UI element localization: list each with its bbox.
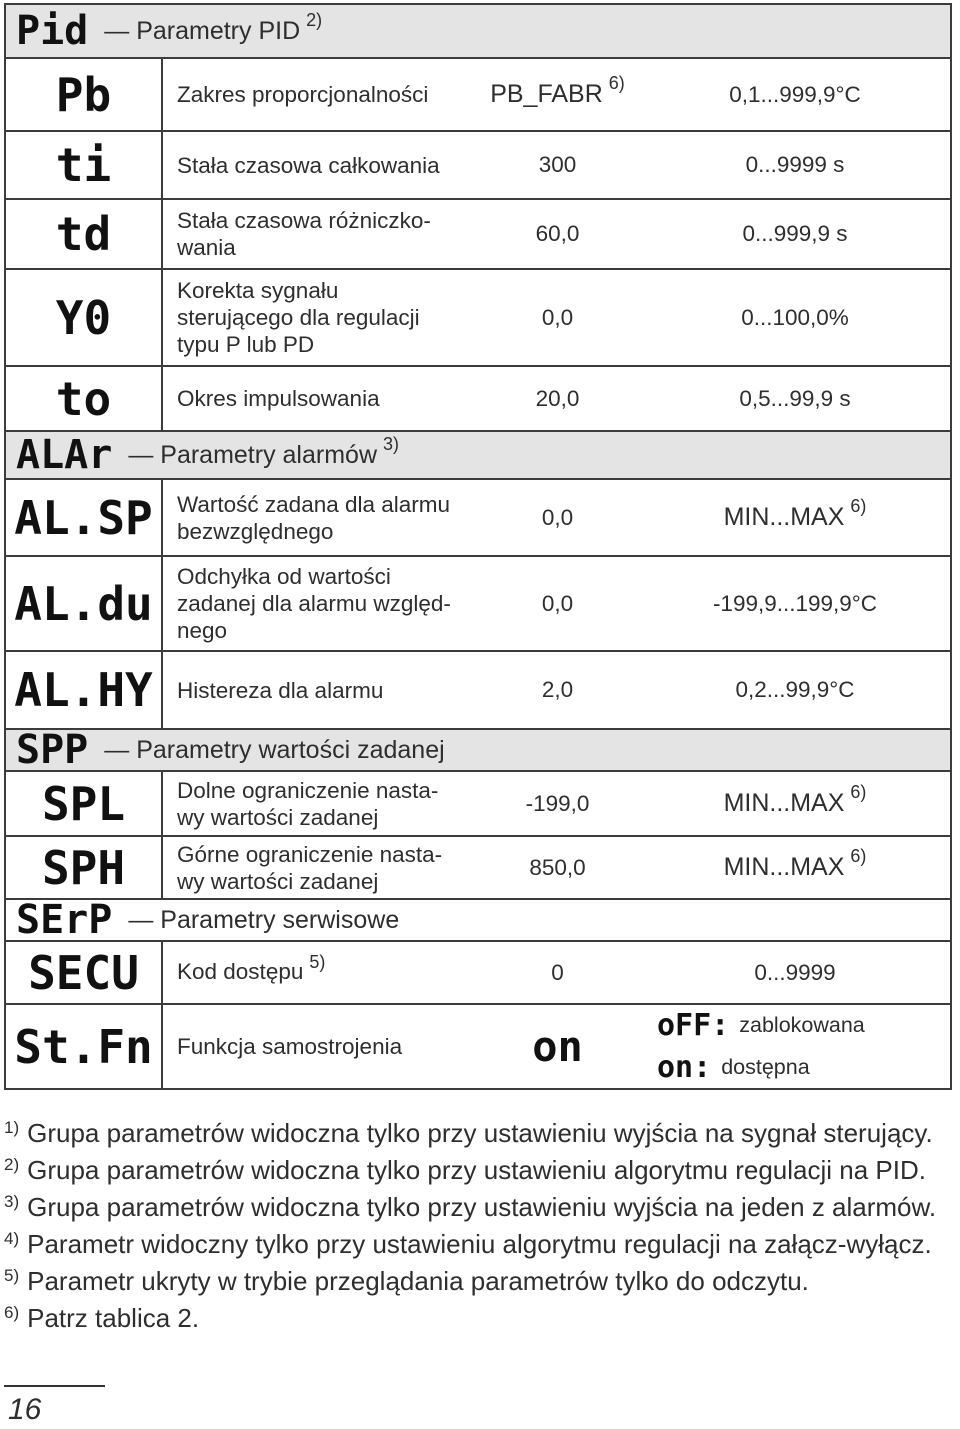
footnote-ref: 3) bbox=[383, 433, 400, 454]
param-code: Y0 bbox=[55, 290, 112, 345]
param-description bbox=[163, 1005, 475, 1088]
param-description bbox=[163, 652, 475, 728]
footnote-text: Grupa parametrów widoczna tylko przy ustawieniu wyjścia na jeden z alarmów. bbox=[27, 1192, 937, 1222]
param-description bbox=[163, 837, 475, 898]
group-title: — Parametry PID bbox=[104, 16, 301, 45]
value-range bbox=[640, 557, 950, 650]
footnotes bbox=[4, 1115, 954, 1337]
param-description bbox=[163, 772, 475, 835]
description-line: typu P lub PD bbox=[177, 332, 315, 357]
default-value bbox=[475, 942, 640, 1003]
footnote bbox=[4, 1226, 954, 1263]
option-on bbox=[657, 1049, 810, 1085]
value-range bbox=[640, 200, 950, 268]
value-range bbox=[640, 367, 950, 430]
param-code-cell bbox=[6, 557, 163, 650]
parameter-table bbox=[4, 3, 952, 1090]
default-value bbox=[475, 200, 640, 268]
param-row-st-fn bbox=[6, 1003, 950, 1088]
range-text: 0,2...99,9°C bbox=[735, 677, 855, 702]
param-code: ti bbox=[55, 138, 112, 192]
param-description bbox=[163, 942, 475, 1003]
option-code: oFF: bbox=[657, 1007, 730, 1043]
range-text: MIN...MAX bbox=[723, 853, 845, 881]
default-value-text: 60,0 bbox=[535, 221, 580, 246]
param-description bbox=[163, 557, 475, 650]
footnote bbox=[4, 1189, 954, 1226]
default-value bbox=[475, 837, 640, 898]
param-row-td bbox=[6, 198, 950, 268]
default-value bbox=[475, 652, 640, 728]
param-row-al-du bbox=[6, 555, 950, 650]
footnote-number: 3) bbox=[4, 1192, 20, 1211]
group-title: — Parametry wartości zadanej bbox=[104, 735, 445, 764]
param-code: AL.du bbox=[14, 576, 153, 631]
description-line: zadanej dla alarmu względ- bbox=[177, 591, 451, 616]
option-code: on: bbox=[657, 1049, 712, 1085]
param-code: SPH bbox=[41, 840, 126, 895]
default-value bbox=[475, 772, 640, 835]
value-range bbox=[640, 270, 950, 365]
footnote-text: Parametr ukryty w trybie przeglądania parametrów tylko do odczytu. bbox=[27, 1266, 809, 1296]
description-line: bezwzględnego bbox=[177, 518, 334, 544]
default-value-text: -199,0 bbox=[525, 790, 590, 816]
default-value-text: 850,0 bbox=[529, 854, 586, 880]
group-code: Pid bbox=[16, 8, 89, 54]
group-header-pid bbox=[6, 5, 950, 57]
param-code: Pb bbox=[55, 67, 112, 122]
footnote-text: Patrz tablica 2. bbox=[27, 1303, 200, 1333]
range-text: 0...9999 s bbox=[745, 152, 845, 177]
group-code: ALAr bbox=[16, 432, 113, 478]
default-value-text: PB_FABR bbox=[490, 80, 603, 108]
param-code-cell bbox=[6, 132, 163, 198]
param-row-spl bbox=[6, 770, 950, 835]
range-text: 0,1...999,9°C bbox=[729, 81, 861, 107]
param-code-cell bbox=[6, 837, 163, 898]
param-row-sph bbox=[6, 835, 950, 898]
param-row-pb bbox=[6, 57, 950, 130]
param-row-secu bbox=[6, 940, 950, 1003]
range-text: 0,5...99,9 s bbox=[739, 385, 851, 411]
footnote-text: Grupa parametrów widoczna tylko przy ustawieniu wyjścia na sygnał sterujący. bbox=[27, 1118, 933, 1148]
range-text: -199,9...199,9°C bbox=[712, 590, 878, 616]
range-text: MIN...MAX bbox=[723, 503, 845, 531]
param-row-al-hy bbox=[6, 650, 950, 728]
range-text: 0...100,0% bbox=[741, 304, 849, 330]
default-value-text: 20,0 bbox=[535, 385, 580, 411]
param-code: AL.HY bbox=[14, 663, 153, 717]
param-code-cell bbox=[6, 480, 163, 555]
param-description bbox=[163, 59, 475, 130]
param-code: to bbox=[55, 371, 112, 426]
group-title: — Parametry alarmów bbox=[128, 440, 377, 469]
option-label: zablokowana bbox=[739, 1013, 865, 1037]
footnote-number: 6) bbox=[4, 1303, 20, 1322]
description-line: nego bbox=[177, 618, 228, 643]
value-range bbox=[640, 480, 950, 555]
footnote-number: 1) bbox=[4, 1118, 20, 1137]
param-description bbox=[163, 132, 475, 198]
param-code: AL.SP bbox=[14, 490, 153, 545]
param-code-cell bbox=[6, 59, 163, 130]
param-row-ti bbox=[6, 130, 950, 198]
description-line: wy wartości zadanej bbox=[177, 868, 379, 894]
description-line: sterującego dla regulacji bbox=[177, 305, 420, 330]
default-value-text: 0,0 bbox=[541, 504, 574, 530]
param-row-to bbox=[6, 365, 950, 430]
param-description bbox=[163, 367, 475, 430]
description-line: Okres impulsowania bbox=[177, 386, 380, 411]
param-code-cell bbox=[6, 200, 163, 268]
footnote bbox=[4, 1263, 954, 1300]
footnote-text: Parametr widoczny tylko przy ustawieniu algorytmu regulacji na załącz-wyłącz. bbox=[27, 1229, 932, 1259]
description-line: Kod dostępu bbox=[177, 959, 304, 984]
param-code: SPL bbox=[41, 776, 126, 831]
default-value-text: 0,0 bbox=[541, 304, 574, 330]
default-value bbox=[475, 270, 640, 365]
param-code-cell bbox=[6, 772, 163, 835]
group-title: — Parametry serwisowe bbox=[128, 905, 400, 934]
default-value-text: 0,0 bbox=[541, 590, 574, 616]
description-line: Korekta sygnału bbox=[177, 278, 339, 303]
param-code: SECU bbox=[28, 945, 139, 1000]
description-line: Funkcja samostrojenia bbox=[177, 1034, 403, 1059]
description-line: Wartość zadana dla alarmu bbox=[177, 491, 451, 517]
default-value bbox=[475, 480, 640, 555]
page-number-rule bbox=[4, 1385, 105, 1387]
footnote-ref: 6) bbox=[608, 73, 625, 93]
footnote-ref: 6) bbox=[850, 846, 867, 866]
value-range bbox=[640, 132, 950, 198]
default-value bbox=[475, 1005, 640, 1088]
value-range bbox=[640, 652, 950, 728]
value-range bbox=[640, 942, 950, 1003]
default-value-text: 0 bbox=[551, 959, 564, 985]
param-code-cell bbox=[6, 652, 163, 728]
group-header-service bbox=[6, 897, 950, 943]
footnote-text: Grupa parametrów widoczna tylko przy ustawieniu algorytmu regulacji na PID. bbox=[27, 1155, 926, 1185]
footnote bbox=[4, 1300, 954, 1337]
default-value-display: on bbox=[532, 1021, 583, 1071]
group-code: SErP bbox=[16, 897, 113, 943]
default-value bbox=[475, 59, 640, 130]
value-range bbox=[640, 59, 950, 130]
range-text: MIN...MAX bbox=[723, 789, 845, 817]
default-value-text: 2,0 bbox=[541, 677, 574, 702]
footnote-number: 4) bbox=[4, 1229, 20, 1248]
footnote-number: 2) bbox=[4, 1155, 20, 1174]
range-text: 0...9999 bbox=[754, 959, 836, 985]
default-value bbox=[475, 557, 640, 650]
description-line: wania bbox=[177, 235, 236, 260]
option-off bbox=[657, 1007, 865, 1043]
param-code-cell bbox=[6, 367, 163, 430]
footnote-ref: 2) bbox=[306, 9, 323, 30]
page-number: 16 bbox=[8, 1393, 42, 1426]
param-description bbox=[163, 200, 475, 268]
value-range bbox=[640, 772, 950, 835]
description-line: Stała czasowa różniczko- bbox=[177, 208, 431, 233]
description-line: Górne ograniczenie nasta- bbox=[177, 841, 443, 867]
param-code-cell bbox=[6, 1005, 163, 1088]
description-line: Histereza dla alarmu bbox=[177, 677, 384, 703]
footnote-ref: 6) bbox=[850, 496, 867, 516]
value-options bbox=[640, 1005, 950, 1088]
param-row-al-sp bbox=[6, 478, 950, 555]
param-code: td bbox=[55, 207, 112, 261]
default-value-text: 300 bbox=[538, 152, 577, 177]
value-range bbox=[640, 837, 950, 898]
footnote-ref: 6) bbox=[850, 782, 867, 802]
option-label: dostępna bbox=[721, 1055, 810, 1079]
footnote-number: 5) bbox=[4, 1266, 20, 1285]
param-row-y0 bbox=[6, 268, 950, 365]
default-value bbox=[475, 367, 640, 430]
param-description bbox=[163, 270, 475, 365]
description-line: Zakres proporcjonalności bbox=[177, 82, 429, 107]
description-line: wy wartości zadanej bbox=[177, 804, 379, 830]
range-text: 0...999,9 s bbox=[742, 221, 848, 246]
group-header-alarms bbox=[6, 430, 950, 478]
group-code: SPP bbox=[16, 727, 89, 773]
description-line: Stała czasowa całkowania bbox=[177, 152, 440, 178]
param-code: St.Fn bbox=[14, 1019, 153, 1074]
footnote bbox=[4, 1115, 954, 1152]
default-value bbox=[475, 132, 640, 198]
footnote-ref: 5) bbox=[309, 952, 326, 972]
description-line: Dolne ograniczenie nasta- bbox=[177, 777, 439, 803]
description-line-wrap bbox=[177, 952, 475, 987]
footnote bbox=[4, 1152, 954, 1189]
param-description bbox=[163, 480, 475, 555]
group-header-setpoint bbox=[6, 727, 950, 773]
param-code-cell bbox=[6, 270, 163, 365]
description-line: Odchyłka od wartości bbox=[177, 564, 391, 589]
param-code-cell bbox=[6, 942, 163, 1003]
